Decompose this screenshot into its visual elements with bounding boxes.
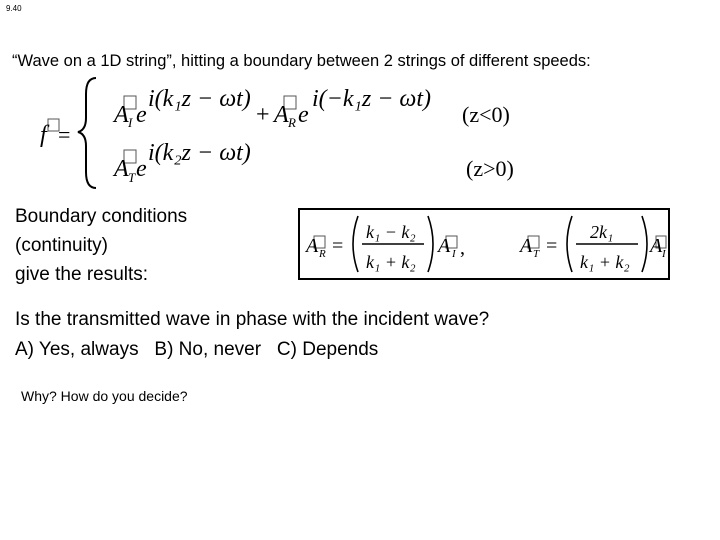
results-box xyxy=(298,208,670,280)
results-equation xyxy=(300,210,668,278)
region-left-condition: (z<0) xyxy=(462,102,510,127)
transmission-numerator: 2k₁ xyxy=(590,222,614,242)
wave-function-symbol: f xyxy=(40,122,47,148)
exp-base: e xyxy=(136,102,147,128)
slide-number: 9.40 xyxy=(6,4,22,13)
equals-sign: = xyxy=(332,235,344,257)
result-amplitude-i-2: A xyxy=(650,235,663,257)
right-paren xyxy=(642,216,647,272)
region-right-condition: (z>0) xyxy=(466,156,514,181)
subscript-r: R xyxy=(288,115,296,130)
result-amplitude-i: A xyxy=(438,235,451,257)
boundary-line-2: (continuity) xyxy=(15,235,108,256)
reflection-numerator: k₁ − k₂ xyxy=(366,222,416,242)
follow-up-prompt: Why? How do you decide? xyxy=(21,388,188,404)
result-subscript-r: R xyxy=(319,248,326,260)
amplitude-transmitted: A xyxy=(114,156,129,182)
equals-sign: = xyxy=(58,122,71,147)
question-text: Is the transmitted wave in phase with the incident wave? xyxy=(15,309,490,330)
result-amplitude-r: A xyxy=(306,235,319,257)
exp-base: e xyxy=(136,156,147,182)
boundary-line-1: Boundary conditions xyxy=(15,206,188,227)
reflection-denominator: k₁ + k₂ xyxy=(366,252,416,272)
result-subscript-i: I xyxy=(452,248,456,260)
subscript-t: T xyxy=(128,170,136,185)
result-amplitude-t: A xyxy=(520,235,533,257)
answer-options: A) Yes, always B) No, never C) Depends xyxy=(15,339,379,360)
subscript-i: I xyxy=(128,115,133,130)
brace xyxy=(78,78,96,188)
transmission-denominator: k₁ + k₂ xyxy=(580,252,630,272)
boundary-line-3: give the results: xyxy=(15,264,149,285)
amplitude-reflected: A xyxy=(274,102,289,128)
right-paren xyxy=(428,216,433,272)
exp-base: e xyxy=(298,102,309,128)
left-paren xyxy=(567,216,572,272)
left-paren xyxy=(353,216,358,272)
amplitude-incident: A xyxy=(114,102,129,128)
wave-equation xyxy=(30,72,550,197)
plus-sign: + xyxy=(256,102,270,128)
result-subscript-t: T xyxy=(533,248,540,260)
question-block xyxy=(15,305,489,365)
boundary-conditions-text xyxy=(15,202,187,289)
exponent-reflected: i(−k₁z − ωt) xyxy=(312,86,431,112)
headline: “Wave on a 1D string”, hitting a boundary between 2 strings of different speeds: xyxy=(12,52,591,70)
equals-sign: = xyxy=(546,235,558,257)
exponent-transmitted: i(k₂z − ωt) xyxy=(148,140,251,166)
exponent-incident: i(k₁z − ωt) xyxy=(148,86,251,112)
result-subscript-i-2: I xyxy=(662,248,666,260)
comma: , xyxy=(460,237,465,259)
